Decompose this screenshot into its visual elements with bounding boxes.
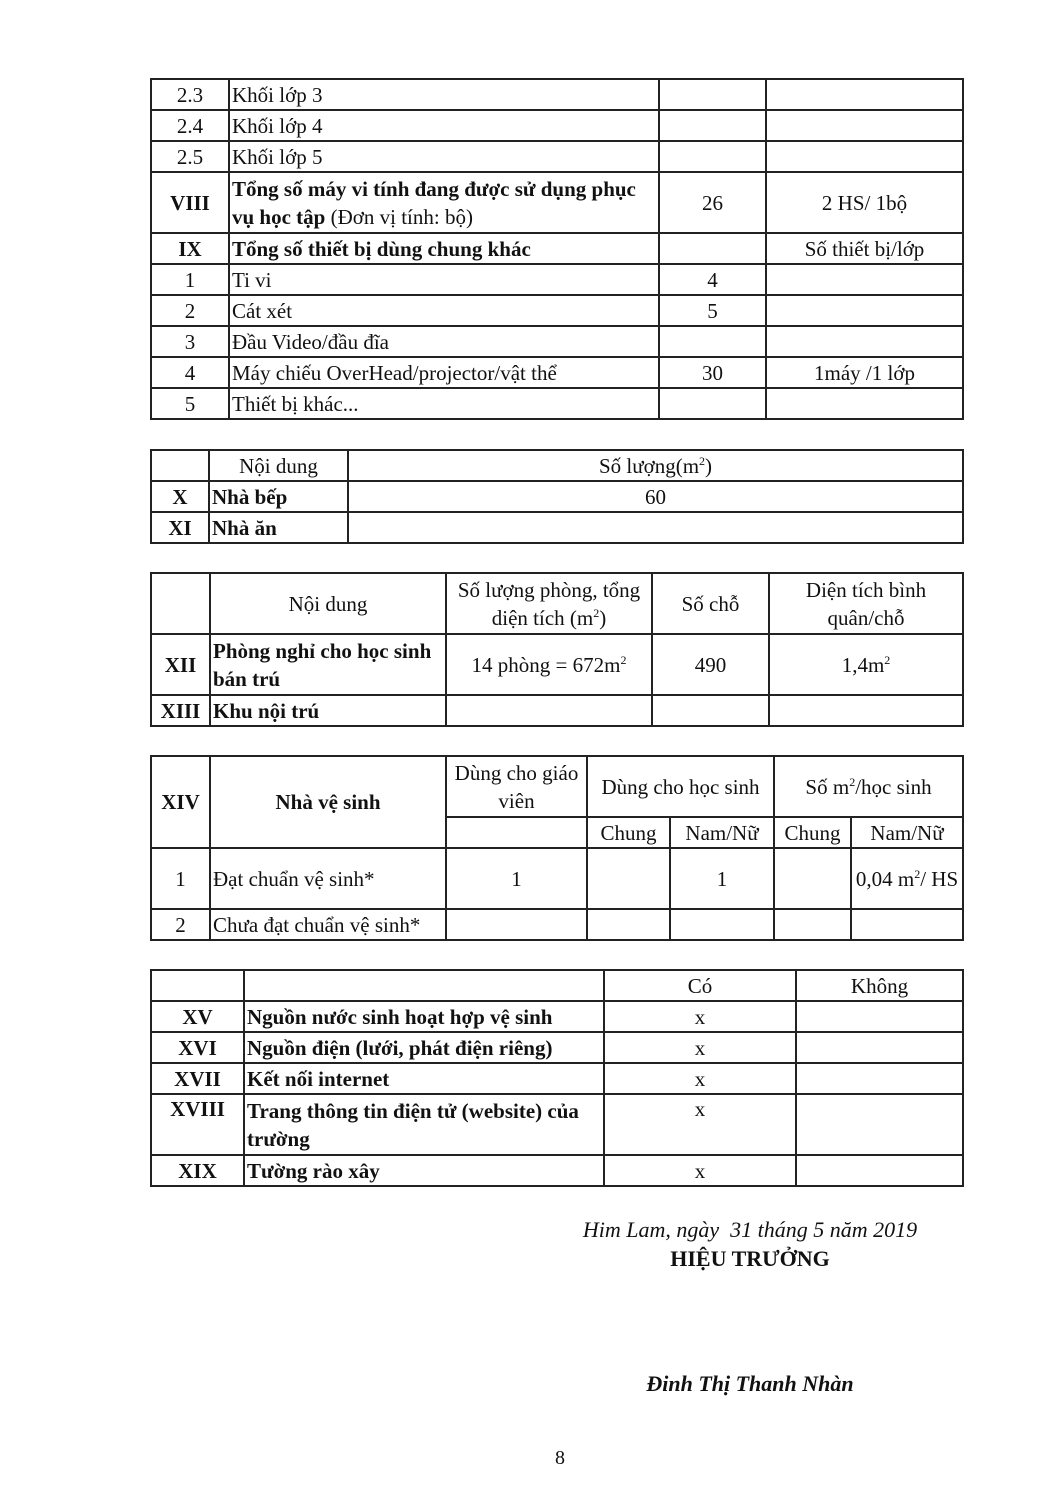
- row-co: x: [604, 1063, 796, 1094]
- header-content: Nội dung: [209, 450, 348, 481]
- row-label: Máy chiếu OverHead/projector/vật thể: [229, 357, 659, 388]
- row-number: XVIII: [151, 1094, 244, 1155]
- row-avg: $1,4m^2$: [769, 634, 963, 695]
- row-note: [766, 79, 963, 110]
- row-label: Nhà ăn: [209, 512, 348, 543]
- table-row: [151, 481, 963, 512]
- row-qty: 60: [348, 481, 963, 512]
- row-number: VIII: [151, 172, 229, 233]
- row-label: Nguồn điện (lưới, phát điện riêng): [244, 1032, 604, 1063]
- table-row: [151, 695, 963, 726]
- row-qty: [348, 512, 963, 543]
- table-row: [151, 79, 963, 110]
- row-note: 2 HS/ 1bộ: [766, 172, 963, 233]
- table-row: [151, 1063, 963, 1094]
- row-label: Khối lớp 3: [229, 79, 659, 110]
- row-khong: [796, 1001, 963, 1032]
- header-chung: Chung: [774, 817, 851, 848]
- signer-title: HIỆU TRƯỞNG: [670, 1246, 830, 1271]
- header-chung: Chung: [587, 817, 670, 848]
- table-row: [151, 172, 963, 233]
- row-qty: 4: [659, 264, 766, 295]
- row-label: Trang thông tin điện tử (website) của trường: [244, 1094, 604, 1155]
- header-label: Nhà vệ sinh: [210, 756, 446, 848]
- header-avg: Diện tích bình quân/chỗ: [769, 573, 963, 634]
- table-header-row: [151, 756, 963, 817]
- row-note: [766, 141, 963, 172]
- row-label: Thiết bị khác...: [229, 388, 659, 419]
- row-co: x: [604, 1001, 796, 1032]
- row-khong: [796, 1032, 963, 1063]
- table-row: [151, 1094, 963, 1155]
- header-seats: Số chỗ: [652, 573, 769, 634]
- header-namnu: Nam/Nữ: [851, 817, 963, 848]
- row-qty: 26: [659, 172, 766, 233]
- table-row: [151, 512, 963, 543]
- header-namnu: Nam/Nữ: [670, 817, 774, 848]
- row-label: Nhà bếp: [209, 481, 348, 512]
- row-note: [766, 326, 963, 357]
- row-s-chung: [587, 848, 670, 909]
- row-avg: [769, 695, 963, 726]
- row-p-namnu: 0,04 $m^2/$ HS: [851, 848, 963, 909]
- signer-name: Đinh Thị Thanh Nhàn: [646, 1371, 854, 1396]
- row-qty: 30: [659, 357, 766, 388]
- row-label: Ti vi: [229, 264, 659, 295]
- row-label: Đầu Video/đầu đĩa: [229, 326, 659, 357]
- row-qty: [659, 388, 766, 419]
- row-s-namnu: [670, 909, 774, 940]
- row-note: [766, 264, 963, 295]
- table-row: [151, 1032, 963, 1063]
- header-teacher: Dùng cho giáo viên: [446, 756, 587, 817]
- row-label: Khối lớp 5: [229, 141, 659, 172]
- header-co: Có: [604, 970, 796, 1001]
- row-number: 5: [151, 388, 229, 419]
- row-label: Nguồn nước sinh hoạt hợp vệ sinh: [244, 1001, 604, 1032]
- row-note: Số thiết bị/lớp: [766, 233, 963, 264]
- row-number: 1: [151, 264, 229, 295]
- row-number: 2.4: [151, 110, 229, 141]
- row-label: Khu nội trú: [210, 695, 446, 726]
- row-rooms: [446, 695, 652, 726]
- table-row: [151, 1001, 963, 1032]
- row-number: XI: [151, 512, 209, 543]
- row-s-chung: [587, 909, 670, 940]
- row-number: 3: [151, 326, 229, 357]
- header-rooms: Số lượng phòng, tổng diện tích $(m^2)$: [446, 573, 652, 634]
- row-number: XIII: [151, 695, 210, 726]
- header-qty: Số $lượng(m^2)$: [348, 450, 963, 481]
- row-number: XIX: [151, 1155, 244, 1186]
- row-label-bold: Tổng số máy vi tính đang được sử dụng phục vụ học tập: [232, 176, 636, 229]
- row-rooms: 14 phòng = $672m^2$: [446, 634, 652, 695]
- row-p-namnu: [851, 909, 963, 940]
- row-number: 4: [151, 357, 229, 388]
- header-khong: Không: [796, 970, 963, 1001]
- row-co: x: [604, 1032, 796, 1063]
- facilities-table: [150, 969, 964, 1187]
- row-number: X: [151, 481, 209, 512]
- row-co: x: [604, 1094, 796, 1155]
- toilet-table: [150, 755, 964, 941]
- row-note: [766, 110, 963, 141]
- row-seats: 490: [652, 634, 769, 695]
- table-row: [151, 295, 963, 326]
- row-co: x: [604, 1155, 796, 1186]
- row-label: [229, 172, 659, 233]
- table-row: [151, 264, 963, 295]
- row-p-chung: [774, 909, 851, 940]
- table-header-row: [151, 573, 963, 634]
- table-row: [151, 326, 963, 357]
- header-per-student: Số $m^2$/học sinh: [774, 756, 963, 817]
- row-note: [766, 295, 963, 326]
- table-row: [151, 141, 963, 172]
- row-label: Kết nối internet: [244, 1063, 604, 1094]
- date-line: Him Lam, ngày 31 tháng 5 năm 2019: [582, 1217, 918, 1242]
- row-qty: 5: [659, 295, 766, 326]
- row-p-chung: [774, 848, 851, 909]
- row-khong: [796, 1063, 963, 1094]
- row-qty: [659, 233, 766, 264]
- row-s-namnu: 1: [670, 848, 774, 909]
- row-number: 2: [151, 295, 229, 326]
- table-row: [151, 357, 963, 388]
- row-number: 2.5: [151, 141, 229, 172]
- row-qty: [659, 79, 766, 110]
- row-label: Tường rào xây: [244, 1155, 604, 1186]
- row-number: XV: [151, 1001, 244, 1032]
- header-number: XIV: [151, 756, 210, 848]
- page-number: 8: [555, 1447, 565, 1469]
- row-number: XII: [151, 634, 210, 695]
- table-row: [151, 1155, 963, 1186]
- row-number: XVII: [151, 1063, 244, 1094]
- row-teacher: [446, 909, 587, 940]
- row-teacher: 1: [446, 848, 587, 909]
- row-qty: [659, 326, 766, 357]
- row-label-unit: (Đơn vị tính: bộ): [325, 204, 473, 229]
- table-header-row: [151, 970, 963, 1001]
- header-student: Dùng cho học sinh: [587, 756, 774, 817]
- table-row: [151, 110, 963, 141]
- row-note: 1máy /1 lớp: [766, 357, 963, 388]
- row-label: Phòng nghỉ cho học sinh bán trú: [210, 634, 446, 695]
- row-label: Chưa đạt chuẩn vệ sinh*: [210, 909, 446, 940]
- row-label: Đạt chuẩn vệ sinh*: [210, 848, 446, 909]
- kitchen-table: [150, 449, 964, 544]
- row-number: XVI: [151, 1032, 244, 1063]
- row-khong: [796, 1094, 963, 1155]
- row-qty: [659, 110, 766, 141]
- rest-room-table: [150, 572, 964, 727]
- table-row: [151, 909, 963, 940]
- table-row: [151, 233, 963, 264]
- equipment-table: [150, 78, 964, 420]
- row-khong: [796, 1155, 963, 1186]
- row-label: Cát xét: [229, 295, 659, 326]
- header-content: Nội dung: [210, 573, 446, 634]
- row-label: Khối lớp 4: [229, 110, 659, 141]
- table-header-row: [151, 450, 963, 481]
- table-row: [151, 388, 963, 419]
- row-seats: [652, 695, 769, 726]
- row-number: IX: [151, 233, 229, 264]
- row-qty: [659, 141, 766, 172]
- row-number: 2.3: [151, 79, 229, 110]
- table-row: [151, 634, 963, 695]
- row-number: 2: [151, 909, 210, 940]
- row-label: Tổng số thiết bị dùng chung khác: [229, 233, 659, 264]
- table-row: [151, 848, 963, 909]
- row-number: 1: [151, 848, 210, 909]
- row-note: [766, 388, 963, 419]
